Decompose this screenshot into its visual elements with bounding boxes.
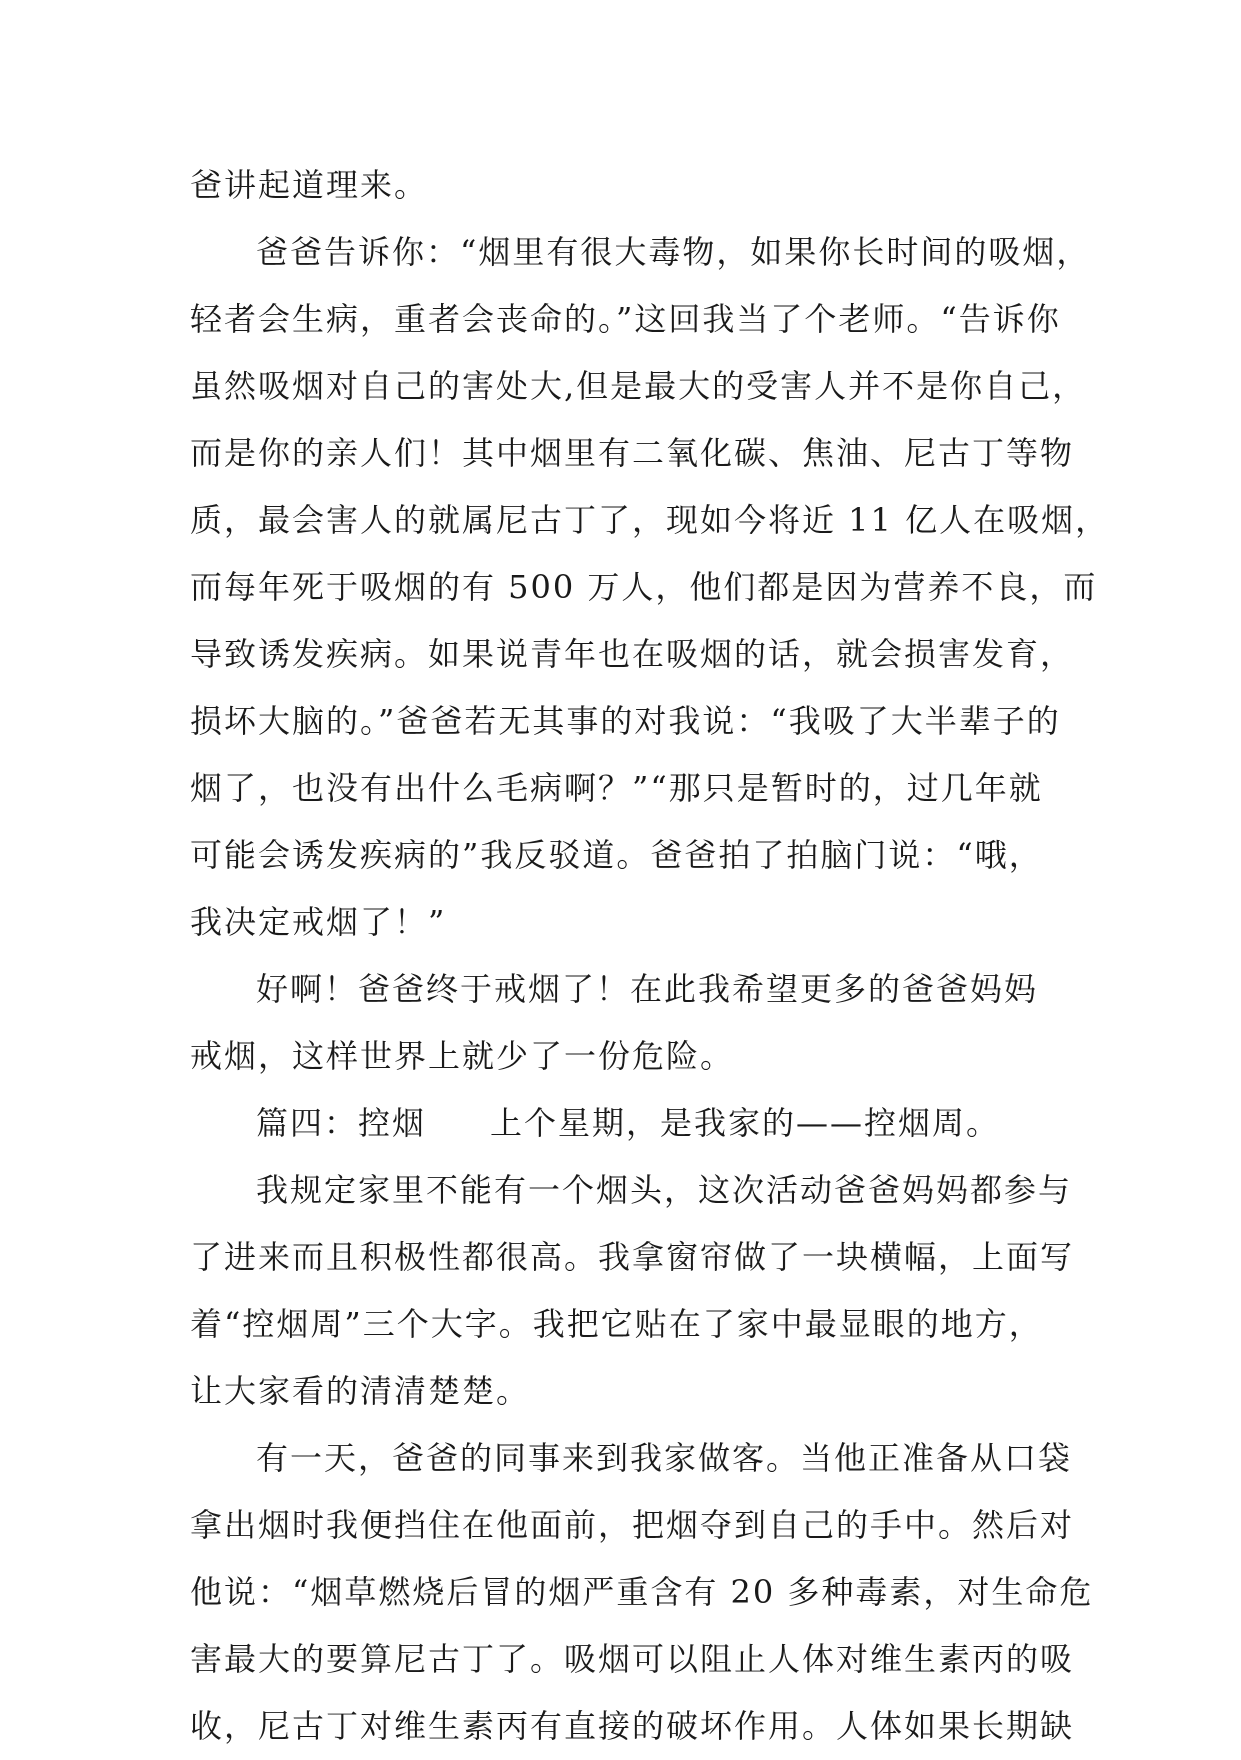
text-line: 戒烟，这样世界上就少了一份危险。 xyxy=(190,1037,735,1075)
text-line: 他说：“烟草燃烧后冒的烟严重含有 20 多种毒素，对生命危 xyxy=(190,1573,1094,1611)
text-line: 而每年死于吸烟的有 500 万人，他们都是因为营养不良，而 xyxy=(190,568,1098,606)
text-line: 着“控烟周”三个大字。我把它贴在了家中最显眼的地方， xyxy=(190,1305,1043,1343)
text-line: 爸讲起道理来。 xyxy=(190,166,429,204)
section-heading-line xyxy=(190,1090,1070,1157)
text-line: 害最大的要算尼古丁了。吸烟可以阻止人体对维生素丙的吸 xyxy=(190,1640,1075,1678)
text-line: 烟了，也没有出什么毛病啊？”“那只是暂时的，过几年就 xyxy=(190,769,1043,807)
text-line: 让大家看的清清楚楚。 xyxy=(190,1372,531,1410)
text-line: 质，最会害人的就属尼古丁了，现如今将近 11 亿人在吸烟， xyxy=(190,501,1110,539)
text-line: 我决定戒烟了！” xyxy=(190,903,447,941)
body-text xyxy=(190,152,1110,1760)
text-line: 了进来而且积极性都很高。我拿窗帘做了一块横幅，上面写 xyxy=(190,1238,1075,1276)
text-line: 损坏大脑的。”爸爸若无其事的对我说：“我吸了大半辈子的 xyxy=(190,702,1061,740)
text-line: 虽然吸烟对自己的害处大,但是最大的受害人并不是你自己， xyxy=(190,367,1087,405)
text-line: 上个星期，是我家的——控烟周。 xyxy=(490,1104,1001,1142)
text-line: 有一天，爸爸的同事来到我家做客。当他正准备从口袋 xyxy=(256,1439,1073,1477)
text-line: 轻者会生病，重者会丧命的。”这回我当了个老师。“告诉你 xyxy=(190,300,1061,338)
text-line: 我规定家里不能有一个烟头，这次活动爸爸妈妈都参与 xyxy=(256,1171,1073,1209)
text-line: 可能会诱发疾病的”我反驳道。爸爸拍了拍脑门说：“哦， xyxy=(190,836,1043,874)
text-line: 而是你的亲人们！其中烟里有二氧化碳、焦油、尼古丁等物 xyxy=(190,434,1075,472)
text-line: 收，尼古丁对维生素丙有直接的破坏作用。人体如果长期缺 xyxy=(190,1707,1075,1745)
text-line: 导致诱发疾病。如果说青年也在吸烟的话，就会损害发育， xyxy=(190,635,1075,673)
section-heading: 篇四：控烟 xyxy=(256,1104,427,1142)
text-line: 拿出烟时我便挡住在他面前，把烟夺到自己的手中。然后对 xyxy=(190,1506,1075,1544)
text-line: 爸爸告诉你：“烟里有很大毒物，如果你长时间的吸烟， xyxy=(256,233,1091,271)
text-line: 好啊！爸爸终于戒烟了！在此我希望更多的爸爸妈妈 xyxy=(256,970,1039,1008)
